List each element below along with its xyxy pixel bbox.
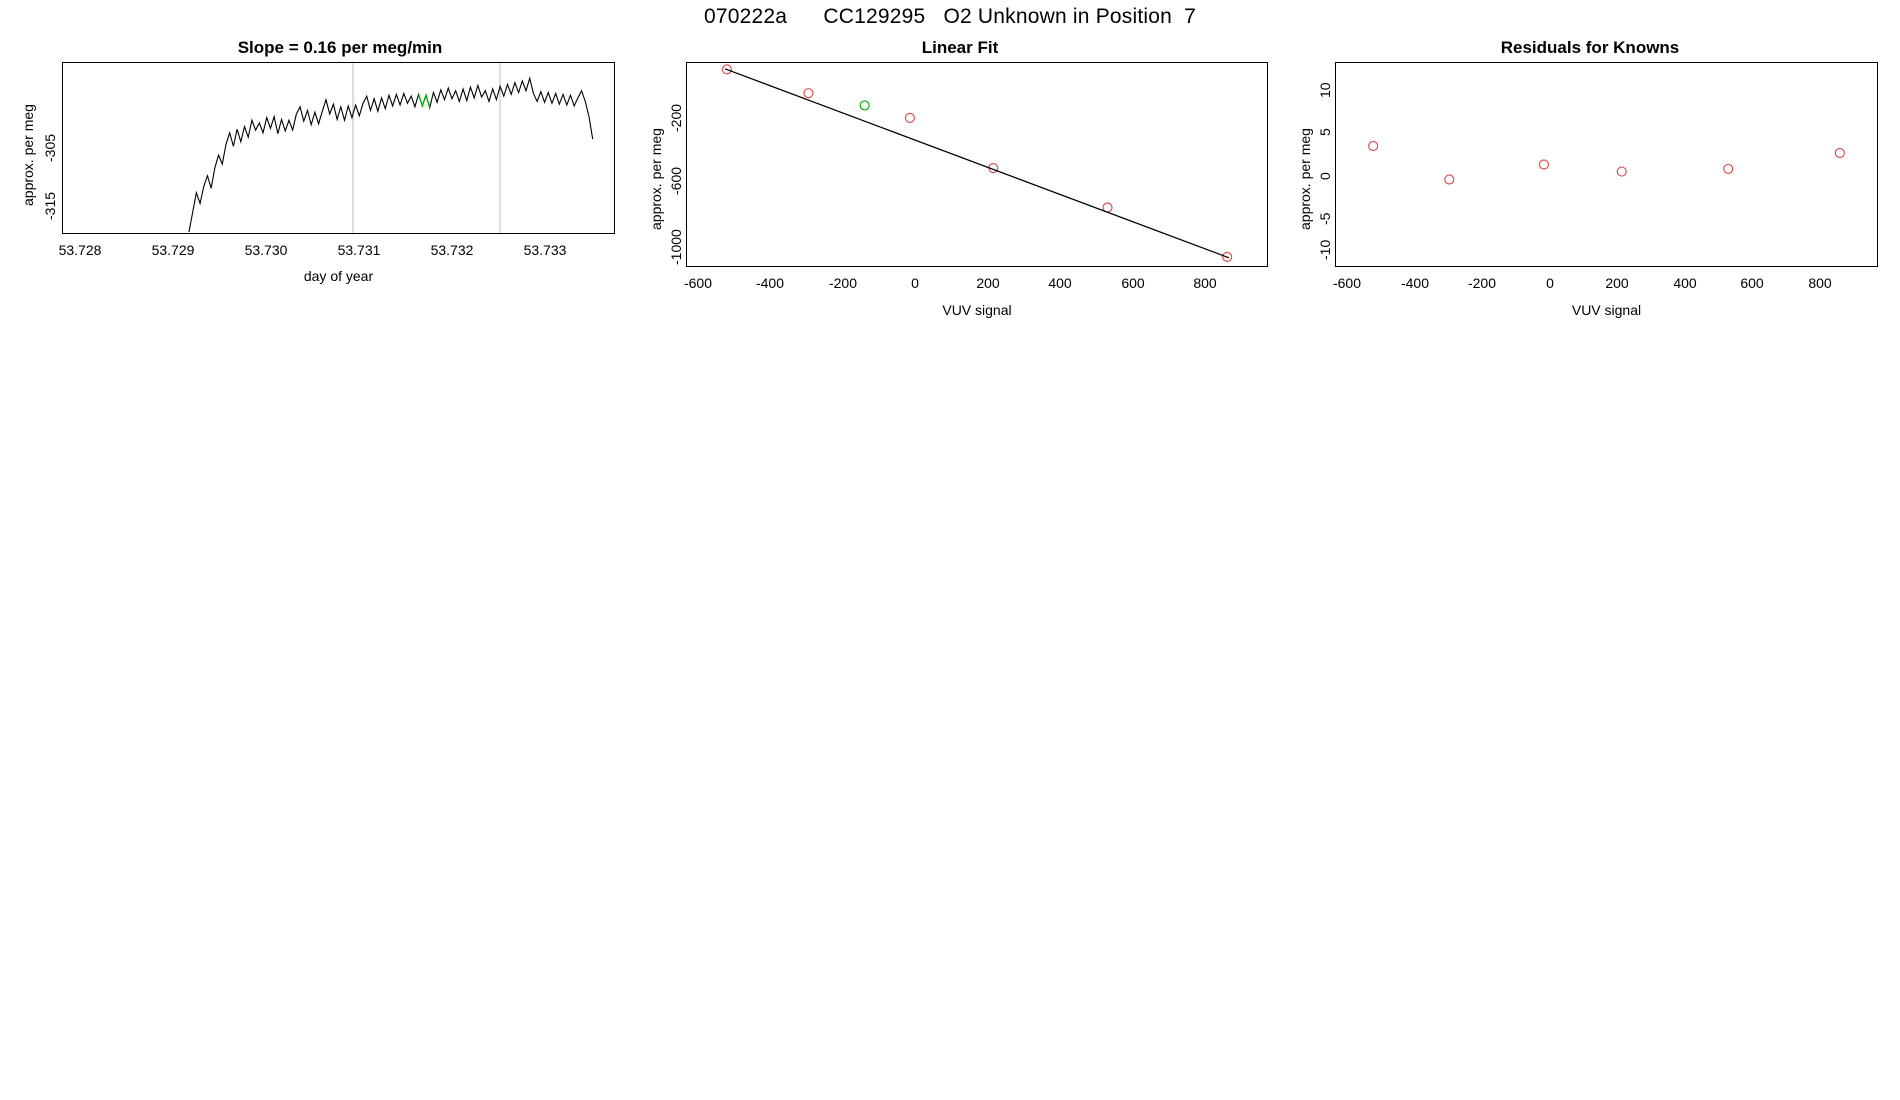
timeseries-xlabel: day of year [303, 268, 374, 284]
residuals-xtick-4: 200 [1605, 275, 1629, 291]
residuals-ytick-0: -10 [1317, 239, 1333, 260]
linearfit-ytick-0: -1000 [668, 229, 684, 265]
residuals-svg [1336, 63, 1877, 266]
linearfit-xlabel: VUV signal [942, 302, 1012, 318]
timeseries-xtick-5: 53.733 [523, 242, 567, 258]
linearfit-plot-area [686, 62, 1268, 267]
residuals-xtick-7: 800 [1808, 275, 1832, 291]
residuals-title: Residuals for Knowns [1500, 38, 1680, 57]
residuals-xlabel: VUV signal [1571, 302, 1642, 318]
timeseries-plot-area [62, 62, 615, 234]
timeseries-xtick-4: 53.732 [430, 242, 474, 258]
timeseries-svg [63, 63, 614, 233]
linearfit-svg [687, 63, 1267, 266]
timeseries-title: Slope = 0.16 per meg/min [237, 38, 443, 57]
panel-linearfit [640, 30, 1280, 318]
timeseries-xtick-3: 53.731 [337, 242, 381, 258]
panel-timeseries [0, 30, 640, 310]
residuals-ytick-1: -5 [1317, 212, 1333, 225]
timeseries-xtick-0: 53.728 [58, 242, 102, 258]
linearfit-ylabel: approx. per meg [648, 128, 664, 230]
linearfit-xtick-3: 0 [911, 275, 919, 291]
linearfit-xtick-4: 200 [976, 275, 1000, 291]
linearfit-ytick-1: -600 [668, 166, 684, 195]
residuals-xtick-6: 600 [1740, 275, 1764, 291]
linearfit-xtick-6: 600 [1121, 275, 1145, 291]
linearfit-xtick-7: 800 [1193, 275, 1217, 291]
linearfit-xtick-5: 400 [1048, 275, 1072, 291]
residuals-xtick-2: -200 [1467, 275, 1497, 291]
linearfit-title: Linear Fit [921, 38, 999, 57]
residuals-xtick-1: -400 [1400, 275, 1430, 291]
linearfit-xtick-2: -200 [828, 275, 858, 291]
timeseries-highlight-segment [419, 94, 430, 107]
timeseries-ylabel: approx. per meg [20, 104, 36, 206]
figure-title: 070222a CC129295 O2 Unknown in Position 7 [704, 5, 1196, 28]
timeseries-xtick-1: 53.729 [151, 242, 195, 258]
residuals-ytick-3: 5 [1317, 128, 1333, 136]
residuals-ytick-2: 0 [1317, 172, 1333, 180]
linearfit-xtick-1: -400 [755, 275, 785, 291]
residuals-plot-area [1335, 62, 1878, 267]
residuals-xtick-0: -600 [1332, 275, 1362, 291]
residuals-xtick-3: 0 [1546, 275, 1554, 291]
linearfit-xtick-0: -600 [683, 275, 713, 291]
residuals-ylabel: approx. per meg [1297, 128, 1313, 230]
linearfit-ytick-2: -200 [668, 103, 684, 132]
timeseries-data-line [189, 78, 593, 232]
timeseries-xtick-2: 53.730 [244, 242, 288, 258]
residuals-ytick-4: 10 [1317, 82, 1333, 98]
residuals-xtick-5: 400 [1673, 275, 1697, 291]
timeseries-ytick-1: -305 [42, 133, 58, 162]
timeseries-ytick-0: -315 [42, 191, 58, 220]
panel-residuals [1280, 30, 1900, 318]
